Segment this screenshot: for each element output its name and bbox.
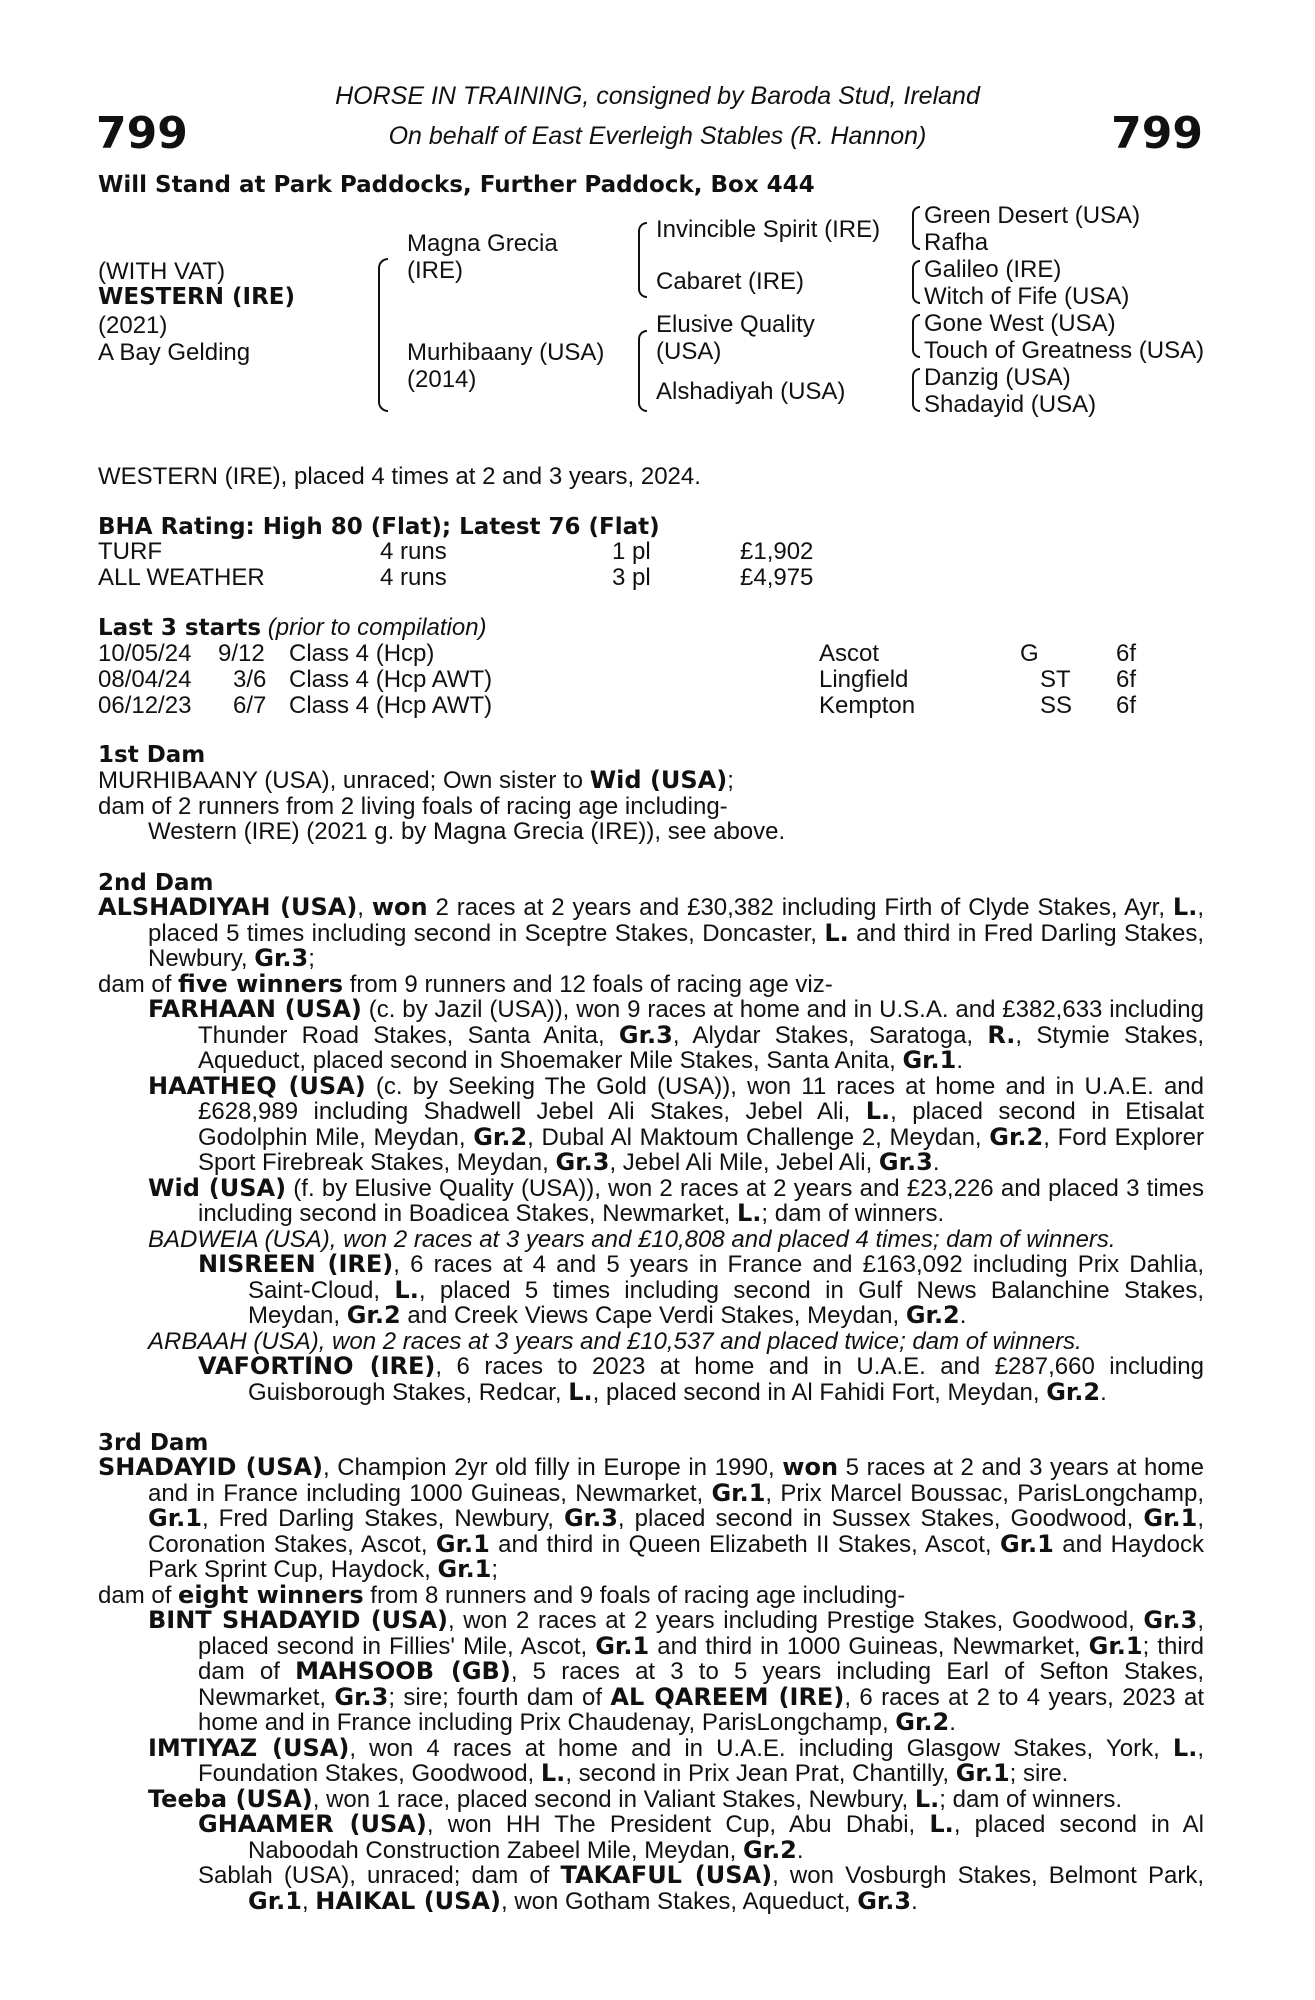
sablah-entry: Sablah (USA), unraced; dam of TAKAFUL (USA), won Vosburgh Stakes, Belmont Park, Gr.1, HAIKAL (USA), won Gotham Stakes, Aqueduct, Gr.3. bbox=[198, 1861, 1205, 1915]
first-dam-foal: Western (IRE) (2021 g. by Magna Grecia (IRE)), see above. bbox=[148, 818, 786, 845]
surface: TURF bbox=[98, 538, 162, 565]
start-row bbox=[0, 666, 1315, 692]
second-dam-heading: 2nd Dam bbox=[98, 870, 214, 896]
placed: 3 pl bbox=[612, 564, 651, 591]
placed: 1 pl bbox=[612, 538, 651, 565]
ggp-1: Green Desert (USA) bbox=[924, 202, 1141, 229]
start-position: 6/7 bbox=[233, 692, 267, 719]
start-race: Class 4 (Hcp) bbox=[289, 640, 435, 667]
start-date: 08/04/24 bbox=[98, 666, 192, 693]
start-going: G bbox=[1020, 640, 1039, 667]
wid-entry: Wid (USA) (f. by Elusive Quality (USA)), won 2 races at 2 years and £23,226 and placed 3 times including second in Boadicea Stakes, Newmarket, L.; dam of winners. bbox=[148, 1173, 1204, 1227]
start-distance: 6f bbox=[1116, 692, 1137, 719]
bracket-gg3 bbox=[912, 314, 920, 358]
last-starts-title: Last 3 starts bbox=[98, 615, 262, 641]
ghaamer-entry: GHAAMER (USA), won HH The President Cup, Abu Dhabi, L., placed second in Al Naboodah Construction Zabeel Mile, Meydan, Gr.2. bbox=[198, 1810, 1204, 1864]
first-dam-produce-line: dam of 2 runners from 2 living foals of racing age including- bbox=[98, 792, 728, 820]
vafortino-entry: VAFORTINO (IRE), 6 races to 2023 at home and in U.A.E. and £287,660 including Guisborough Stakes, Redcar, L., placed second in Al Fahidi Fort, Meydan, Gr.2. bbox=[198, 1352, 1204, 1406]
runs-row-all-weather bbox=[0, 564, 1315, 590]
ggp-3: Galileo (IRE) bbox=[924, 256, 1062, 283]
ggp-5: Gone West (USA) bbox=[924, 310, 1116, 337]
start-date: 10/05/24 bbox=[98, 640, 192, 667]
start-course: Kempton bbox=[819, 692, 916, 719]
ggp-4: Witch of Fife (USA) bbox=[924, 283, 1130, 310]
on-behalf-line: On behalf of East Everleigh Stables (R. Hannon) bbox=[388, 122, 927, 150]
horse-year: (2021) bbox=[98, 312, 168, 339]
bha-rating: BHA Rating: High 80 (Flat); Latest 76 (Flat) bbox=[98, 514, 660, 540]
farhaan-entry: FARHAAN (USA) (c. by Jazil (USA)), won 9 races at home and in U.S.A. and £382,633 including Thunder Road Stakes, Santa Anita, Gr.3, Alydar Stakes, Saratoga, R., Stymie Stakes, Aqueduct, placed second in Shoemaker Mile Stakes, Santa Anita, Gr.1. bbox=[148, 995, 1205, 1074]
dam-dam: Alshadiyah (USA) bbox=[656, 378, 846, 405]
sire-name: Magna Grecia bbox=[407, 230, 558, 257]
start-going: ST bbox=[1040, 666, 1071, 693]
start-position: 3/6 bbox=[233, 666, 267, 693]
arbaah-entry: ARBAAH (USA), won 2 races at 3 years and £10,537 and placed twice; dam of winners. bbox=[148, 1327, 1082, 1355]
earnings: £1,902 bbox=[740, 538, 814, 565]
stand-location: Will Stand at Park Paddocks, Further Paddock, Box 444 bbox=[98, 172, 815, 198]
teeba-entry: Teeba (USA), won 1 race, placed second in Valiant Stakes, Newbury, L.; dam of winners. bbox=[148, 1784, 1123, 1813]
alshadiyah-entry: ALSHADIYAH (USA), won 2 races at 2 years and £30,382 including Firth of Clyde Stakes, Ayr, L., placed 5 times including second in Sceptre Stakes, Doncaster, L. and third in Fred Darling Stakes, Newbury, Gr.3; bbox=[98, 893, 1205, 972]
start-race: Class 4 (Hcp AWT) bbox=[289, 666, 493, 693]
bint-shadayid-entry: BINT SHADAYID (USA), won 2 races at 2 years including Prestige Stakes, Goodwood, Gr.3, placed second in Fillies' Mile, Ascot, Gr.1 and third in 1000 Guineas, Newmarket, Gr.1; third dam of MAHSOOB (GB), 5 races at 3 to 5 years including Earl of Sefton Stakes, Newmarket, Gr.3; sire; fourth dam of AL QAREEM (IRE), 6 races at 2 to 4 years, 2023 at home and in France including Prix Chaudenay, ParisLongchamp, Gr.2. bbox=[148, 1606, 1205, 1736]
haatheq-entry: HAATHEQ (USA) (c. by Seeking The Gold (USA)), won 11 races at home and in U.A.E. and £628,989 including Shadwell Jebel Ali Stakes, Jebel Ali, L., placed second in Etisalat Godolphin Mile, Meydan, Gr.2, Dubal Al Maktoum Challenge 2, Meydan, Gr.2, Ford Explorer Sport Firebreak Stakes, Meydan, Gr.3, Jebel Ali Mile, Jebel Ali, Gr.3. bbox=[148, 1071, 1205, 1176]
start-position: 9/12 bbox=[218, 640, 265, 667]
ggp-6: Touch of Greatness (USA) bbox=[924, 337, 1205, 364]
shadayid-entry: SHADAYID (USA), Champion 2yr old filly in Europe in 1990, won 5 races at 2 and 3 years at home and in France including 1000 Guineas, Newmarket, Gr.1, Prix Marcel Boussac, ParisLongchamp, Gr.1, Fred Darling Stakes, Newbury, Gr.3, placed second in Sussex Stakes, Goodwood, Gr.1, Coronation Stakes, Ascot, Gr.1 and third in Queen Elizabeth II Stakes, Ascot, Gr.1 and Haydock Park Sprint Cup, Haydock, Gr.1; bbox=[98, 1453, 1205, 1583]
start-row bbox=[0, 640, 1315, 666]
start-distance: 6f bbox=[1116, 640, 1137, 667]
sire-dam: Cabaret (IRE) bbox=[656, 268, 805, 295]
start-row bbox=[0, 692, 1315, 718]
first-dam-heading: 1st Dam bbox=[98, 742, 206, 768]
bracket-parents bbox=[378, 258, 388, 412]
dam-sire: Elusive Quality bbox=[656, 311, 815, 338]
badweia-entry: BADWEIA (USA), won 2 races at 3 years and £10,808 and placed 4 times; dam of winners. bbox=[148, 1225, 1116, 1253]
first-dam-line: MURHIBAANY (USA), unraced; Own sister to Wid (USA); bbox=[98, 766, 734, 794]
start-course: Lingfield bbox=[819, 666, 909, 693]
start-date: 06/12/23 bbox=[98, 692, 192, 719]
consignor-line: HORSE IN TRAINING, consigned by Baroda Stud, Ireland bbox=[335, 82, 980, 110]
bracket-gg2 bbox=[912, 260, 920, 304]
start-distance: 6f bbox=[1116, 666, 1137, 693]
sire-sire: Invincible Spirit (IRE) bbox=[656, 216, 881, 243]
last-starts-heading bbox=[98, 614, 487, 642]
dam-name: Murhibaany (USA) bbox=[407, 339, 605, 366]
bracket-dam bbox=[638, 330, 647, 412]
start-going: SS bbox=[1040, 692, 1073, 719]
surface: ALL WEATHER bbox=[98, 564, 265, 591]
lot-number-right: 799 bbox=[1111, 108, 1203, 159]
start-course: Ascot bbox=[819, 640, 880, 667]
third-dam-heading: 3rd Dam bbox=[98, 1430, 209, 1456]
bracket-gg1 bbox=[912, 206, 920, 250]
runs: 4 runs bbox=[380, 538, 447, 565]
vat-note: (WITH VAT) bbox=[98, 258, 226, 285]
ggp-2: Rafha bbox=[924, 229, 989, 256]
second-dam-block bbox=[98, 895, 1204, 1405]
imtiyaz-entry: IMTIYAZ (USA), won 4 races at home and in U.A.E. including Glasgow Stakes, York, L., Foundation Stakes, Goodwood, L., second in Prix Jean Prat, Chantilly, Gr.1; sire. bbox=[148, 1733, 1205, 1787]
third-dam-produce-line: dam of eight winners from 8 runners and 9 foals of racing age including- bbox=[98, 1580, 906, 1609]
third-dam-block bbox=[98, 1455, 1204, 1914]
start-race: Class 4 (Hcp AWT) bbox=[289, 692, 493, 719]
lot-number-left: 799 bbox=[96, 108, 188, 159]
race-summary: WESTERN (IRE), placed 4 times at 2 and 3 years, 2024. bbox=[98, 463, 701, 490]
first-dam-para bbox=[98, 768, 1204, 845]
last-starts-note: (prior to compilation) bbox=[267, 614, 487, 641]
bracket-gg4 bbox=[912, 368, 920, 412]
ggp-8: Shadayid (USA) bbox=[924, 391, 1097, 418]
ggp-7: Danzig (USA) bbox=[924, 364, 1071, 391]
nisreen-entry: NISREEN (IRE), 6 races at 4 and 5 years in France and £163,092 including Prix Dahlia, Saint-Cloud, L., placed 5 times including second in Gulf News Balanchine Stakes, Meydan, Gr.2 and Creek Views Cape Verdi Stakes, Meydan, Gr.2. bbox=[198, 1250, 1204, 1329]
sire-country: (IRE) bbox=[407, 257, 463, 284]
horse-description: A Bay Gelding bbox=[98, 339, 251, 366]
second-dam-produce-line: dam of five winners from 9 runners and 12 foals of racing age viz- bbox=[98, 969, 833, 998]
dam-sire-country: (USA) bbox=[656, 338, 722, 365]
earnings: £4,975 bbox=[740, 564, 814, 591]
horse-name: WESTERN (IRE) bbox=[98, 284, 296, 310]
runs: 4 runs bbox=[380, 564, 447, 591]
runs-row-turf bbox=[0, 538, 1315, 564]
bracket-sire bbox=[638, 222, 647, 298]
dam-year: (2014) bbox=[407, 366, 477, 393]
